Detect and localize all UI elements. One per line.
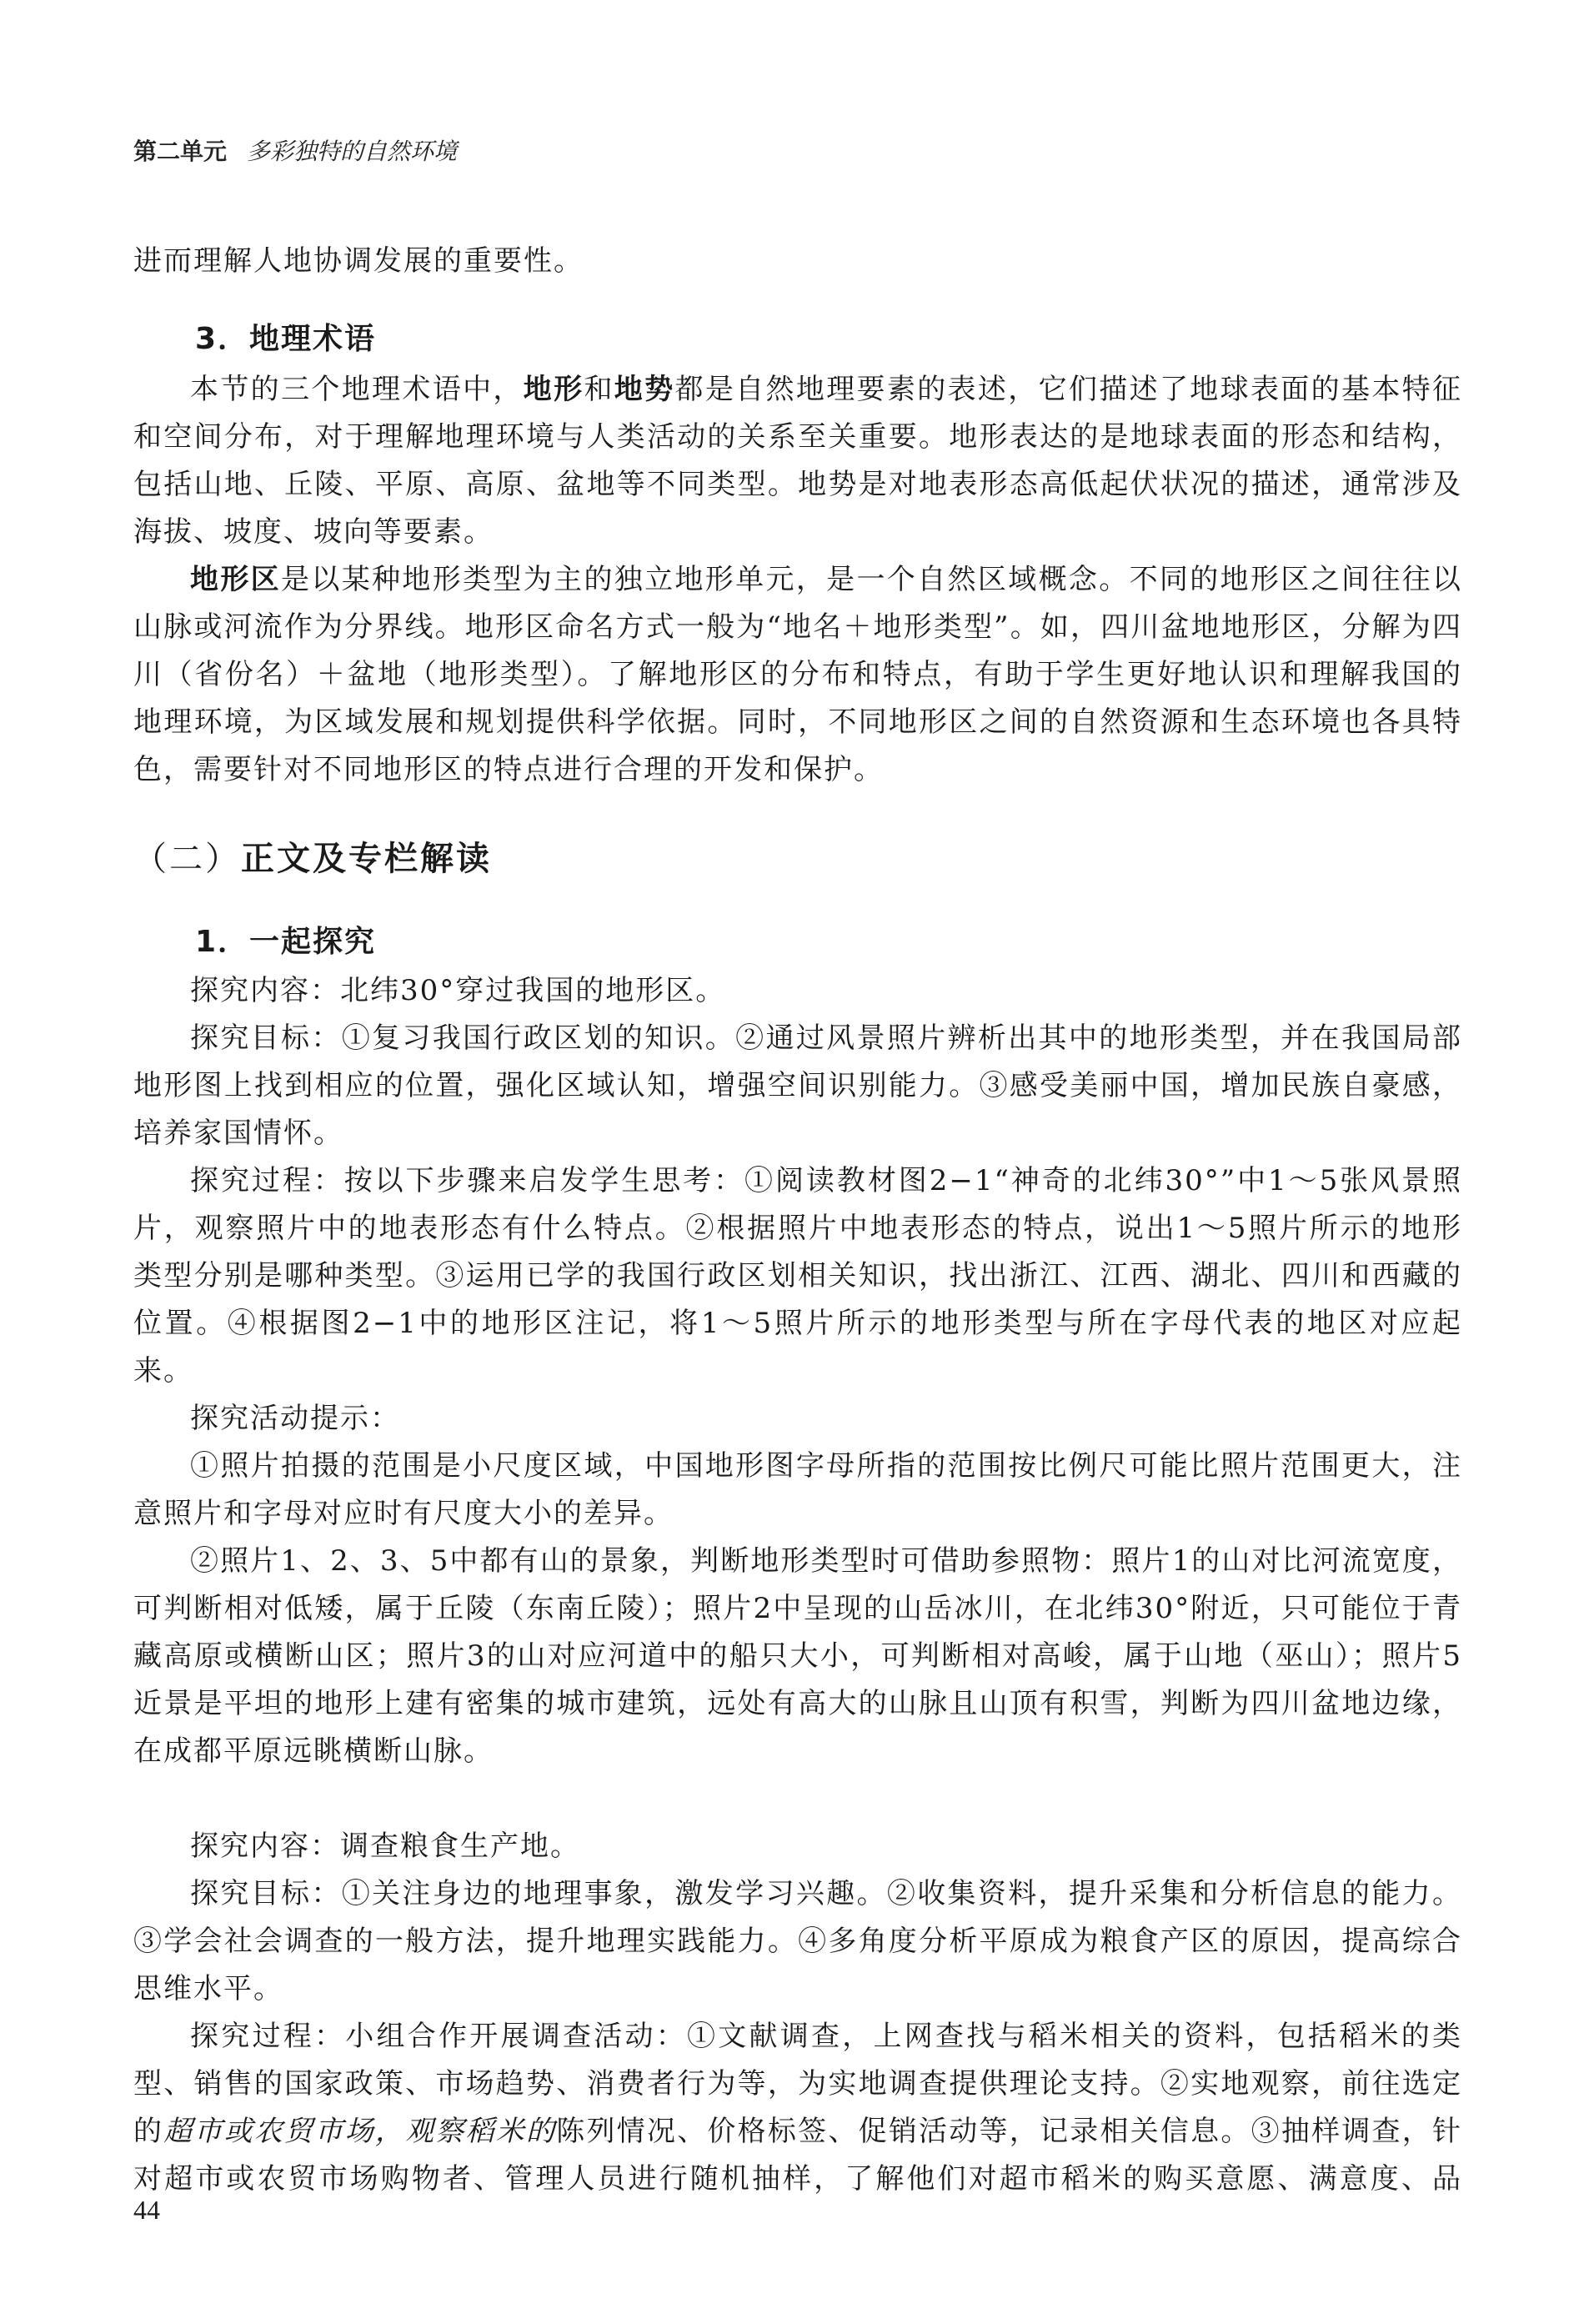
explore-content-2: 探究内容：调查粮食生产地。 <box>190 1830 580 1863</box>
term-landform-region: 地形区 <box>190 563 282 596</box>
section-heading: （二）正文及专栏解读 <box>133 840 492 878</box>
terms-paragraph-1: 本节的三个地理术语中，地形和地势都是自然地理要素的表述，它们描述了地球表面的基本特征和空间分布，对于理解地理环境与人类活动的关系至关重要。地形表达的是地球表面的形态和结构，包括山地、丘陵、平原、高原、盆地等不同类型。地势是对地表形态高低起伏状况的描述，通常涉及海拔、坡度、坡向等要素。 <box>133 373 1463 549</box>
page-number: 44 <box>133 2195 160 2225</box>
section-title: 正文及专栏解读 <box>241 840 492 878</box>
page-body <box>133 238 1462 2203</box>
explore-process-2: 探究过程：小组合作开展调查活动：①文献调查，上网查找与稻米相关的资料，包括稻米的类型、销售的国家政策、市场趋势、消费者行为等，为实地调查提供理论支持。②实地观察，前往选定的超市或农贸市场，观察稻米的陈列情况、价格标签、促销活动等，记录相关信息。③抽样调查，针对超市或农贸市场购物者、管理人员进行随机抽样，了解他们对超市稻米的购买意愿、满意度、品 <box>133 2020 1463 2196</box>
explore-hint-2: ②照片1、2、3、5中都有山的景象，判断地形类型时可借助参照物：照片1的山对比河流宽度，可判断相对低矮，属于丘陵（东南丘陵）；照片2中呈现的山岳冰川，在北纬30°附近，只可能位于青藏高原或横断山区；照片3的山对应河道中的船只大小，可判断相对高峻，属于山地（巫山）；照片5近景是平坦的地形上建有密集的城市建筑，远处有高大的山脉且山顶有积雪，判断为四川盆地边缘，在成都平原远眺横断山脉。 <box>133 1544 1462 1768</box>
explore-goal-2: 探究目标：①关注身边的地理事象，激发学习兴趣。②收集资料，提升采集和分析信息的能力。③学会社会调查的一般方法，提升地理实践能力。④多角度分析平原成为粮食产区的原因，提高综合思维水平。 <box>133 1877 1462 2005</box>
unit-title: 多彩独特的自然环境 <box>247 138 458 165</box>
explore-heading: 1．一起探究 <box>195 925 377 959</box>
term-landform: 地形 <box>523 373 584 406</box>
intro-paragraph: 进而理解人地协调发展的重要性。 <box>133 244 584 278</box>
explore-content-1: 探究内容：北纬30°穿过我国的地形区。 <box>190 974 726 1007</box>
unit-label: 第二单元 <box>133 138 228 165</box>
explore-hint-1: ①照片拍摄的范围是小尺度区域，中国地形图字母所指的范围按比例尺可能比照片范围更大，注意照片和字母对应时有尺度大小的差异。 <box>133 1449 1462 1530</box>
running-head <box>133 133 457 167</box>
explore-hint-label: 探究活动提示： <box>190 1402 400 1435</box>
terms-heading: 3．地理术语 <box>195 322 377 356</box>
italic-market-phrase: 超市或农贸市场，观察稻米的 <box>163 2115 557 2148</box>
explore-goal-1: 探究目标：①复习我国行政区划的知识。②通过风景照片辨析出其中的地形类型，并在我国局部地形图上找到相应的位置，强化区域认知，增强空间识别能力。③感受美丽中国，增加民族自豪感，培养家国情怀。 <box>133 1021 1462 1150</box>
terms-paragraph-2: 地形区是以某种地形类型为主的独立地形单元，是一个自然区域概念。不同的地形区之间往往以山脉或河流作为分界线。地形区命名方式一般为“地名＋地形类型”。如，四川盆地地形区，分解为四川（省份名）＋盆地（地形类型）。了解地形区的分布和特点，有助于学生更好地认识和理解我国的地理环境，为区域发展和规划提供科学依据。同时，不同地形区之间的自然资源和生态环境也各具特色，需要针对不同地形区的特点进行合理的开发和保护。 <box>133 563 1463 786</box>
explore-process-1: 探究过程：按以下步骤来启发学生思考：①阅读教材图2−1“神奇的北纬30°”中1～5张风景照片，观察照片中的地表形态有什么特点。②根据照片中地表形态的特点，说出1～5照片所示的地形类型分别是哪种类型。③运用已学的我国行政区划相关知识，找出浙江、江西、湖北、四川和西藏的位置。④根据图2−1中的地形区注记，将1～5照片所示的地形类型与所在字母代表的地区对应起来。 <box>133 1164 1462 1388</box>
term-relief: 地势 <box>614 373 675 406</box>
